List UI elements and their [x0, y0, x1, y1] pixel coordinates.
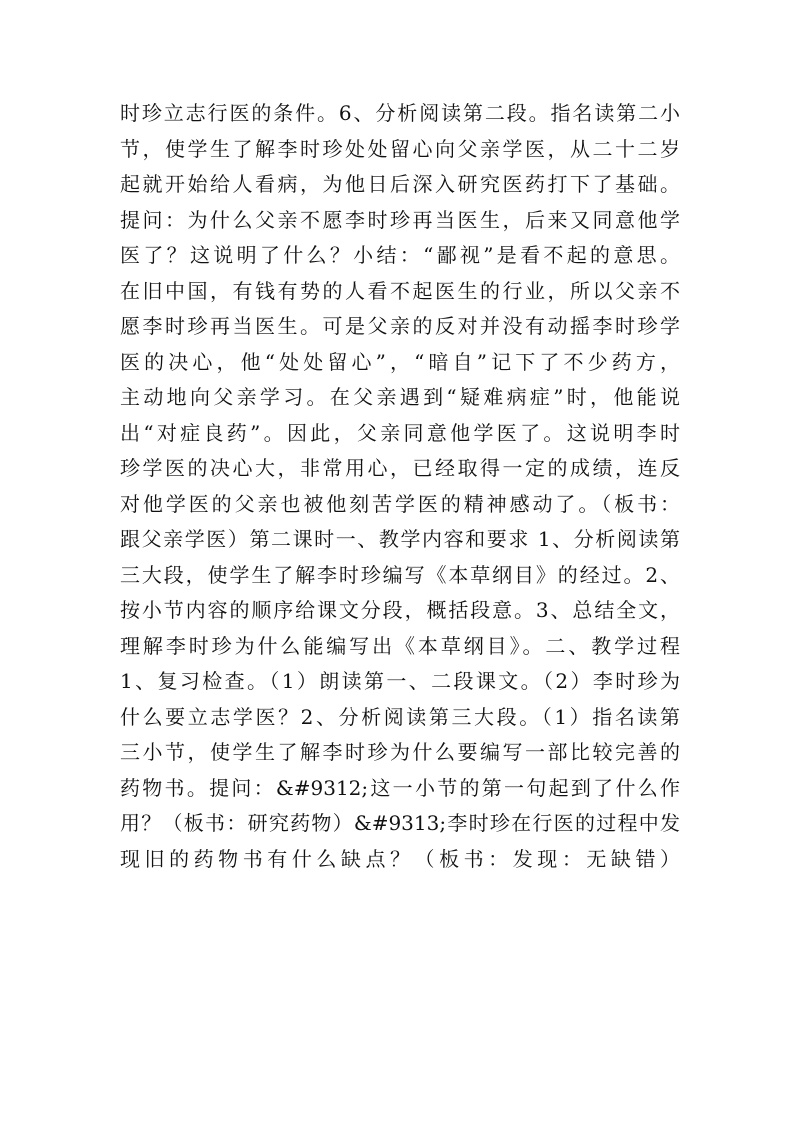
- text-line-12: 对他学医的父亲也被他刻苦学医的精神感动了。（板书：: [120, 491, 680, 516]
- text-line-10: 出“对症良药”。因此，父亲同意他学医了。这说明李时: [120, 420, 680, 445]
- text-line-4: 提问：为什么父亲不愿李时珍再当医生，后来又同意他学: [120, 207, 680, 232]
- text-line-13: 跟父亲学医）第二课时一、教学内容和要求 1、分析阅读第: [120, 527, 680, 551]
- text-line-22: 现旧的药物书有什么缺点？（板书：发现：无缺错）: [120, 846, 680, 871]
- text-line-18: 什么要立志学医？2、分析阅读第三大段。（1）指名读第: [120, 704, 680, 729]
- text-line-21: 用？（板书：研究药物）&#9313;李时珍在行医的过程中发: [120, 811, 680, 835]
- text-line-15: 按小节内容的顺序给课文分段，概括段意。3、总结全文，: [120, 598, 680, 622]
- text-line-16: 理解李时珍为什么能编写出《本草纲目》。二、教学过程: [120, 633, 680, 658]
- text-line-14: 三大段，使学生了解李时珍编写《本草纲目》的经过。2、: [120, 562, 680, 587]
- text-line-17: 1、复习检查。（1）朗读第一、二段课文。（2）李时珍为: [120, 669, 680, 693]
- text-line-6: 在旧中国，有钱有势的人看不起医生的行业，所以父亲不: [120, 278, 680, 303]
- text-line-1: 时珍立志行医的条件。6、分析阅读第二段。指名读第二小: [120, 101, 680, 125]
- text-line-3: 起就开始给人看病，为他日后深入研究医药打下了基础。: [120, 172, 680, 196]
- text-line-2: 节，使学生了解李时珍处处留心向父亲学医，从二十二岁: [120, 136, 680, 161]
- text-line-20: 药物书。提问：&#9312;这一小节的第一句起到了什么作: [120, 775, 680, 800]
- text-line-8: 医的决心，他“处处留心”，“暗自”记下了不少药方，: [120, 349, 680, 374]
- text-line-9: 主动地向父亲学习。在父亲遇到“疑难病症”时，他能说: [120, 385, 680, 409]
- text-line-5: 医了？这说明了什么？小结：“鄙视”是看不起的意思。: [120, 243, 680, 267]
- text-line-7: 愿李时珍再当医生。可是父亲的反对并没有动摇李时珍学: [120, 314, 680, 338]
- text-line-19: 三小节，使学生了解李时珍为什么要编写一部比较完善的: [120, 740, 680, 764]
- text-line-11: 珍学医的决心大，非常用心，已经取得一定的成绩，连反: [120, 456, 680, 480]
- body-text: [120, 96, 680, 877]
